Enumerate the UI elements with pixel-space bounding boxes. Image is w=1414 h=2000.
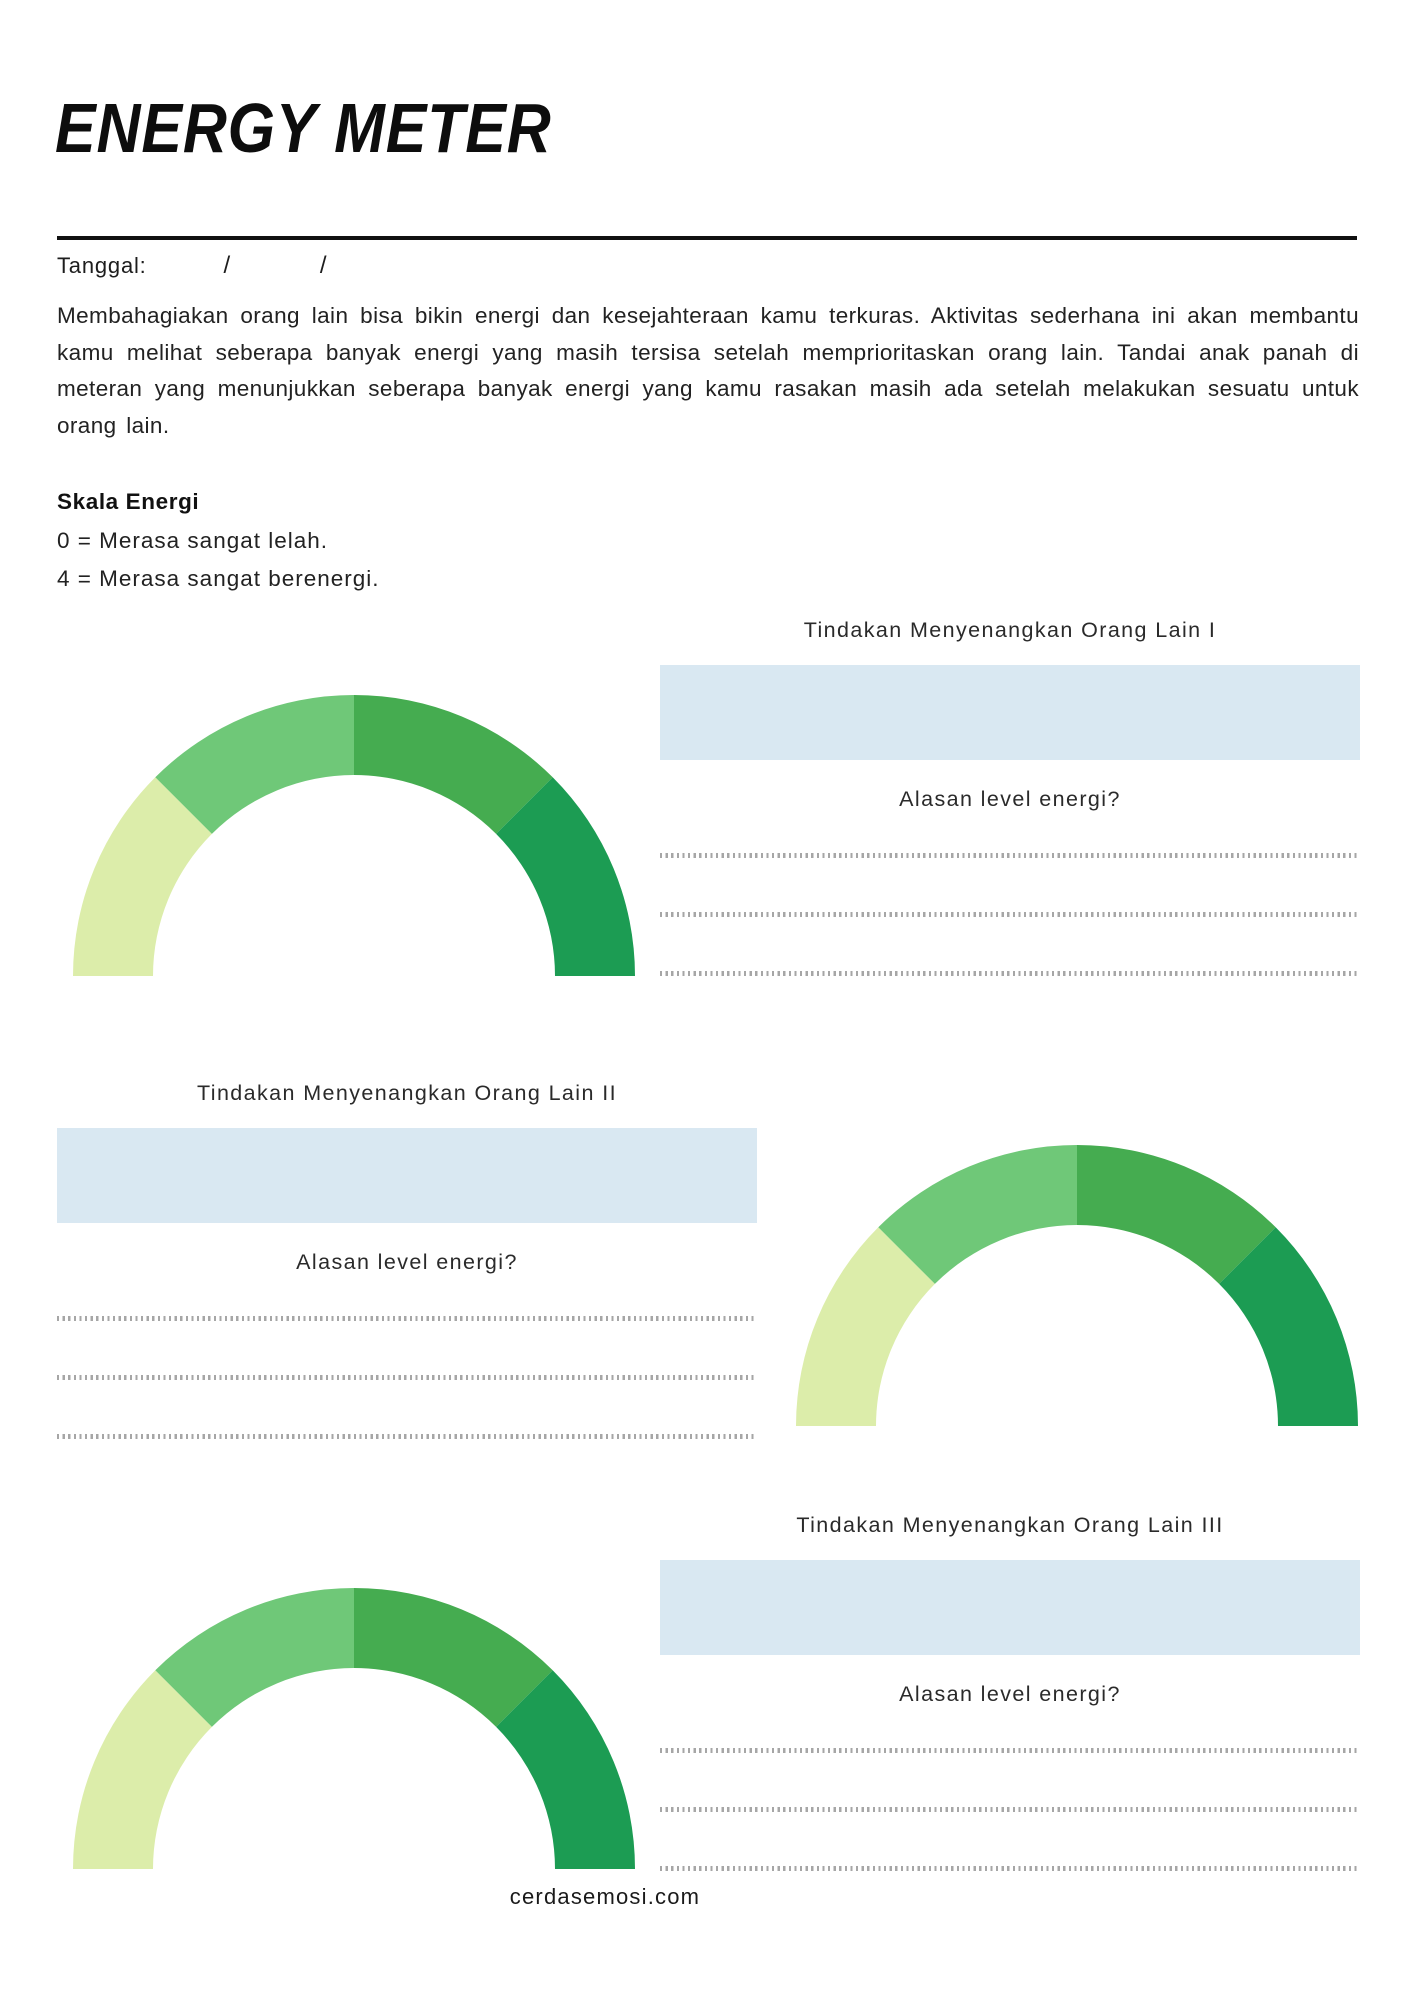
- answer-line[interactable]: [660, 1748, 1360, 1753]
- energy-meter-gauge-1[interactable]: [73, 695, 635, 977]
- answer-line[interactable]: [57, 1434, 757, 1439]
- section-action-1: [660, 618, 1360, 976]
- section-title: Tindakan Menyenangkan Orang Lain II: [197, 1081, 617, 1105]
- intro-paragraph: Membahagiakan orang lain bisa bikin energi dan kesejahteraan kamu terkuras. Aktivitas sederhana ini akan membantu kamu melihat seberapa banyak energi yang masih tersisa setelah memprioritaskan orang lain. Tandai anak panah di meteran yang menunjukkan seberapa banyak energi yang kamu rasakan masih ada setelah melakukan sesuatu untuk orang lain.: [57, 303, 1359, 438]
- answer-line[interactable]: [660, 1866, 1360, 1871]
- section-action-2: [57, 1081, 757, 1439]
- question-label: Alasan level energi?: [899, 1682, 1121, 1706]
- action-answer-box[interactable]: [660, 1560, 1360, 1655]
- section-title: Tindakan Menyenangkan Orang Lain I: [803, 618, 1217, 642]
- energy-meter-gauge-3[interactable]: [73, 1588, 635, 1870]
- scale-heading: Skala Energi: [57, 489, 200, 514]
- answer-line[interactable]: [660, 1807, 1360, 1812]
- answer-line[interactable]: [57, 1316, 757, 1321]
- date-slash-icon: /: [319, 252, 328, 279]
- action-answer-box[interactable]: [57, 1128, 757, 1223]
- answer-line[interactable]: [660, 971, 1360, 976]
- scale-item-high: 4 = Merasa sangat berenergi.: [57, 566, 380, 591]
- answer-line[interactable]: [660, 912, 1360, 917]
- action-answer-box[interactable]: [660, 665, 1360, 760]
- footer-website: cerdasemosi.com: [509, 1884, 701, 1909]
- energy-meter-gauge-2[interactable]: [796, 1145, 1358, 1427]
- question-label: Alasan level energi?: [899, 787, 1121, 811]
- section-title: Tindakan Menyenangkan Orang Lain III: [796, 1513, 1224, 1537]
- section-action-3: [660, 1513, 1360, 1871]
- page-title: ENERGY METER: [55, 89, 552, 167]
- date-field[interactable]: [57, 252, 327, 280]
- date-slash-icon: /: [223, 252, 231, 279]
- answer-line[interactable]: [57, 1375, 757, 1380]
- question-label: Alasan level energi?: [296, 1250, 518, 1274]
- title-divider: [57, 236, 1357, 240]
- scale-item-low: 0 = Merasa sangat lelah.: [57, 528, 329, 553]
- answer-line[interactable]: [660, 853, 1360, 858]
- date-label: Tanggal:: [57, 253, 147, 278]
